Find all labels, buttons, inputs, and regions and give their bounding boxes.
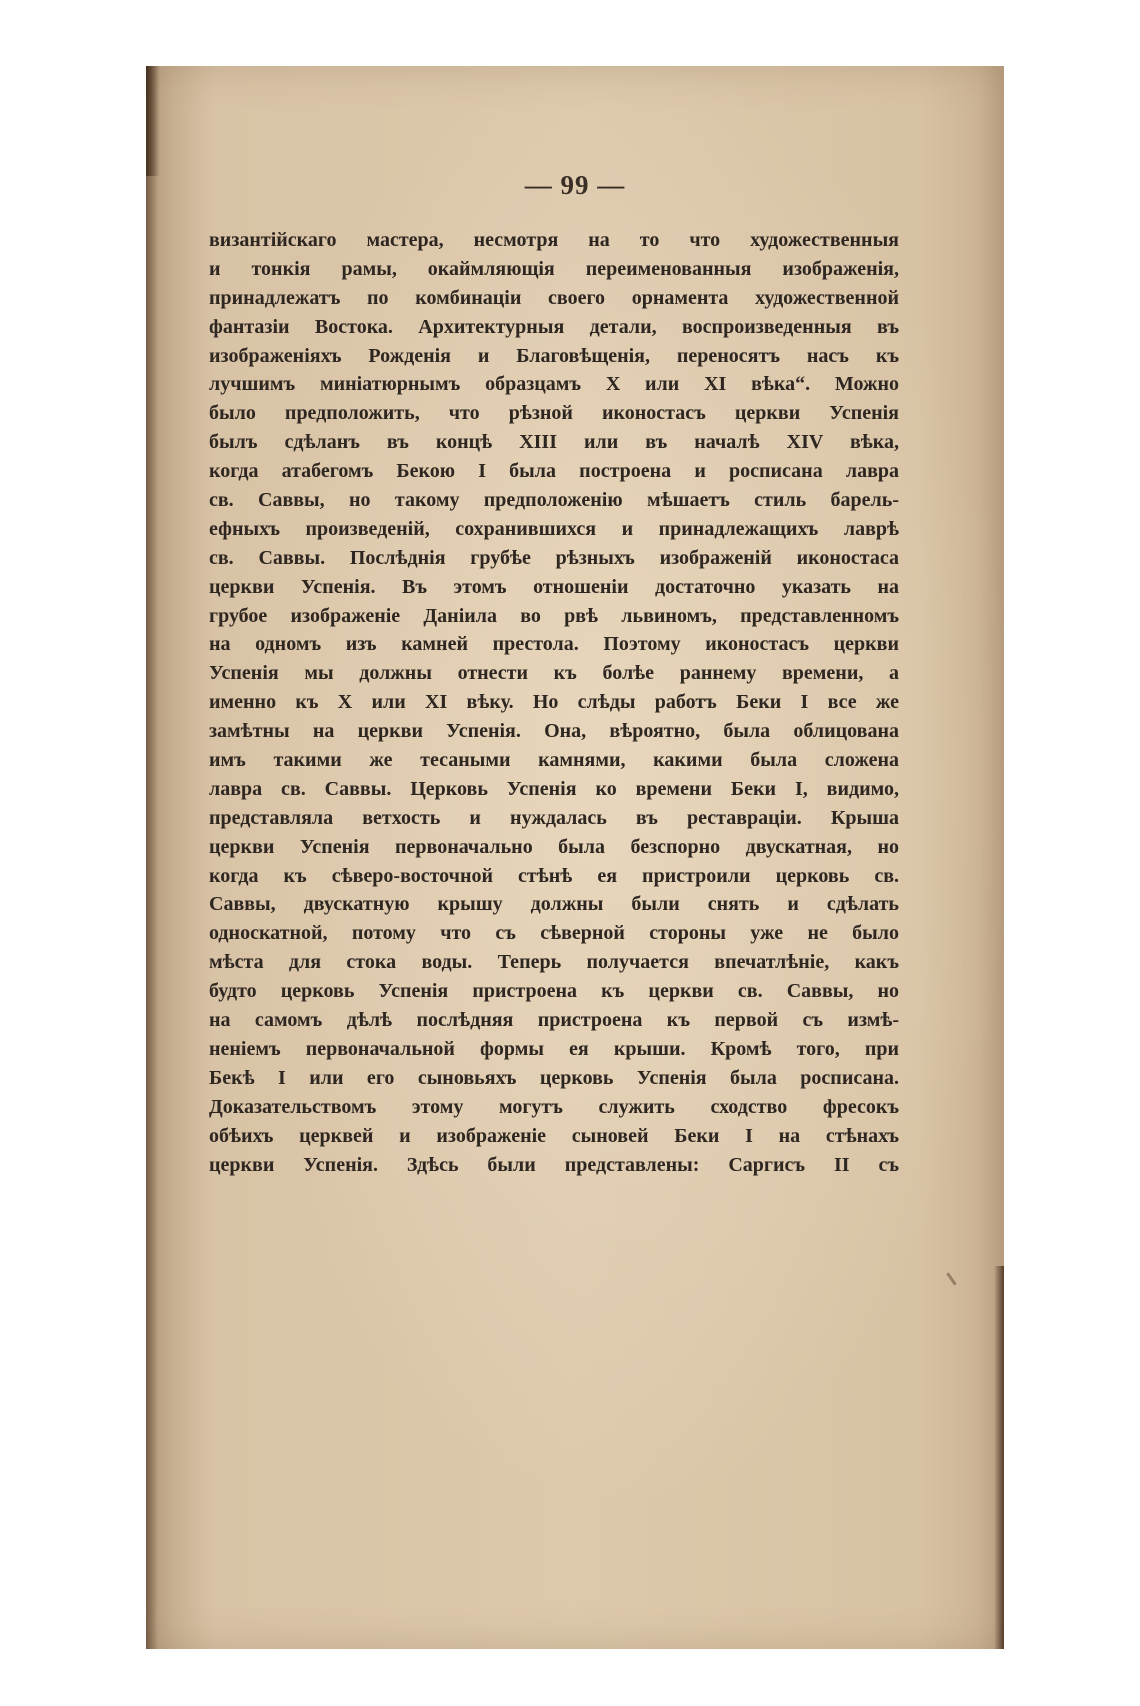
text-line: обѣихъ церквей и изображеніе сыновей Беки I на стѣнахъ <box>209 1124 899 1147</box>
text-line: Бекѣ I или его сыновьяхъ церковь Успенія была росписана. <box>209 1066 899 1089</box>
text-line: ефныхъ произведеній, сохранившихся и принадлежащихъ лаврѣ <box>209 517 899 540</box>
paper-speck <box>946 1272 956 1285</box>
text-line: Доказательствомъ этому могутъ служить сходство фресокъ <box>209 1095 899 1118</box>
text-line: Саввы, двускатную крышу должны были снять и сдѣлать <box>209 893 899 916</box>
text-line: церкви Успенія первоначально была безспорно двускатная, но <box>209 835 899 858</box>
page-edge-shadow <box>994 1266 1004 1649</box>
text-line: когда атабегомъ Бекою I была построена и росписана лавра <box>209 460 899 483</box>
text-line: имъ такими же тесаными камнями, какими была сложена <box>209 749 899 772</box>
text-line: фантазіи Востока. Архитектурныя детали, воспроизведенныя въ <box>209 315 899 338</box>
text-line: представляла ветхость и нуждалась въ реставраціи. Крыша <box>209 806 899 829</box>
text-line: когда къ сѣверо-восточной стѣнѣ ея пристроили церковь св. <box>209 864 899 887</box>
text-line: Успенія мы должны отнести къ болѣе раннему времени, а <box>209 662 899 685</box>
text-line: церкви Успенія. Въ этомъ отношеніи достаточно указать на <box>209 575 899 598</box>
text-line: византійскаго мастера, несмотря на то что художественныя <box>209 229 899 251</box>
text-line: св. Саввы. Послѣднія грубѣе рѣзныхъ изображеній иконостаса <box>209 546 899 569</box>
text-line: было предположить, что рѣзной иконостасъ церкви Успенія <box>209 402 899 425</box>
text-line: св. Саввы, но такому предположенію мѣшаетъ стиль барель- <box>209 489 899 512</box>
text-line: односкатной, потому что съ сѣверной стороны уже не было <box>209 922 899 945</box>
text-line: и тонкія рамы, окаймляющія переименованныя изображенія, <box>209 257 899 280</box>
page-number: — 99 — <box>524 170 626 200</box>
text-line: на одномъ изъ камней престола. Поэтому иконостасъ церкви <box>209 633 899 656</box>
text-line: замѣтны на церкви Успенія. Она, вѣроятно, была облицована <box>209 720 899 743</box>
text-line: мѣста для стока воды. Теперь получается впечатлѣніе, какъ <box>209 951 899 974</box>
text-line: церкви Успенія. Здѣсь были представлены: Саргисъ II съ <box>209 1153 899 1176</box>
text-line: лучшимъ миніатюрнымъ образцамъ X или XI вѣка“. Можно <box>209 373 899 396</box>
text-line: лавра св. Саввы. Церковь Успенія ко времени Беки I, видимо, <box>209 777 899 800</box>
spine-shadow <box>146 66 158 1649</box>
text-line: будто церковь Успенія пристроена къ церкви св. Саввы, но <box>209 980 899 1003</box>
text-line: былъ сдѣланъ въ концѣ XIII или въ началѣ XIV вѣка, <box>209 431 899 454</box>
body-text <box>209 226 899 1179</box>
text-line: грубое изображеніе Даніила во рвѣ львиномъ, представленномъ <box>209 604 899 627</box>
text-line: принадлежатъ по комбинаціи своего орнамента художественной <box>209 286 899 309</box>
text-line: именно къ X или XI вѣку. Но слѣды работъ Беки I все же <box>209 691 899 714</box>
scanned-page <box>146 66 1004 1649</box>
text-line: изображеніяхъ Рожденія и Благовѣщенія, переносятъ насъ къ <box>209 344 899 367</box>
spine-shadow-top <box>146 66 160 176</box>
text-line: на самомъ дѣлѣ послѣдняя пристроена къ первой съ измѣ- <box>209 1009 899 1032</box>
text-line: неніемъ первоначальной формы ея крыши. Кромѣ того, при <box>209 1037 899 1060</box>
